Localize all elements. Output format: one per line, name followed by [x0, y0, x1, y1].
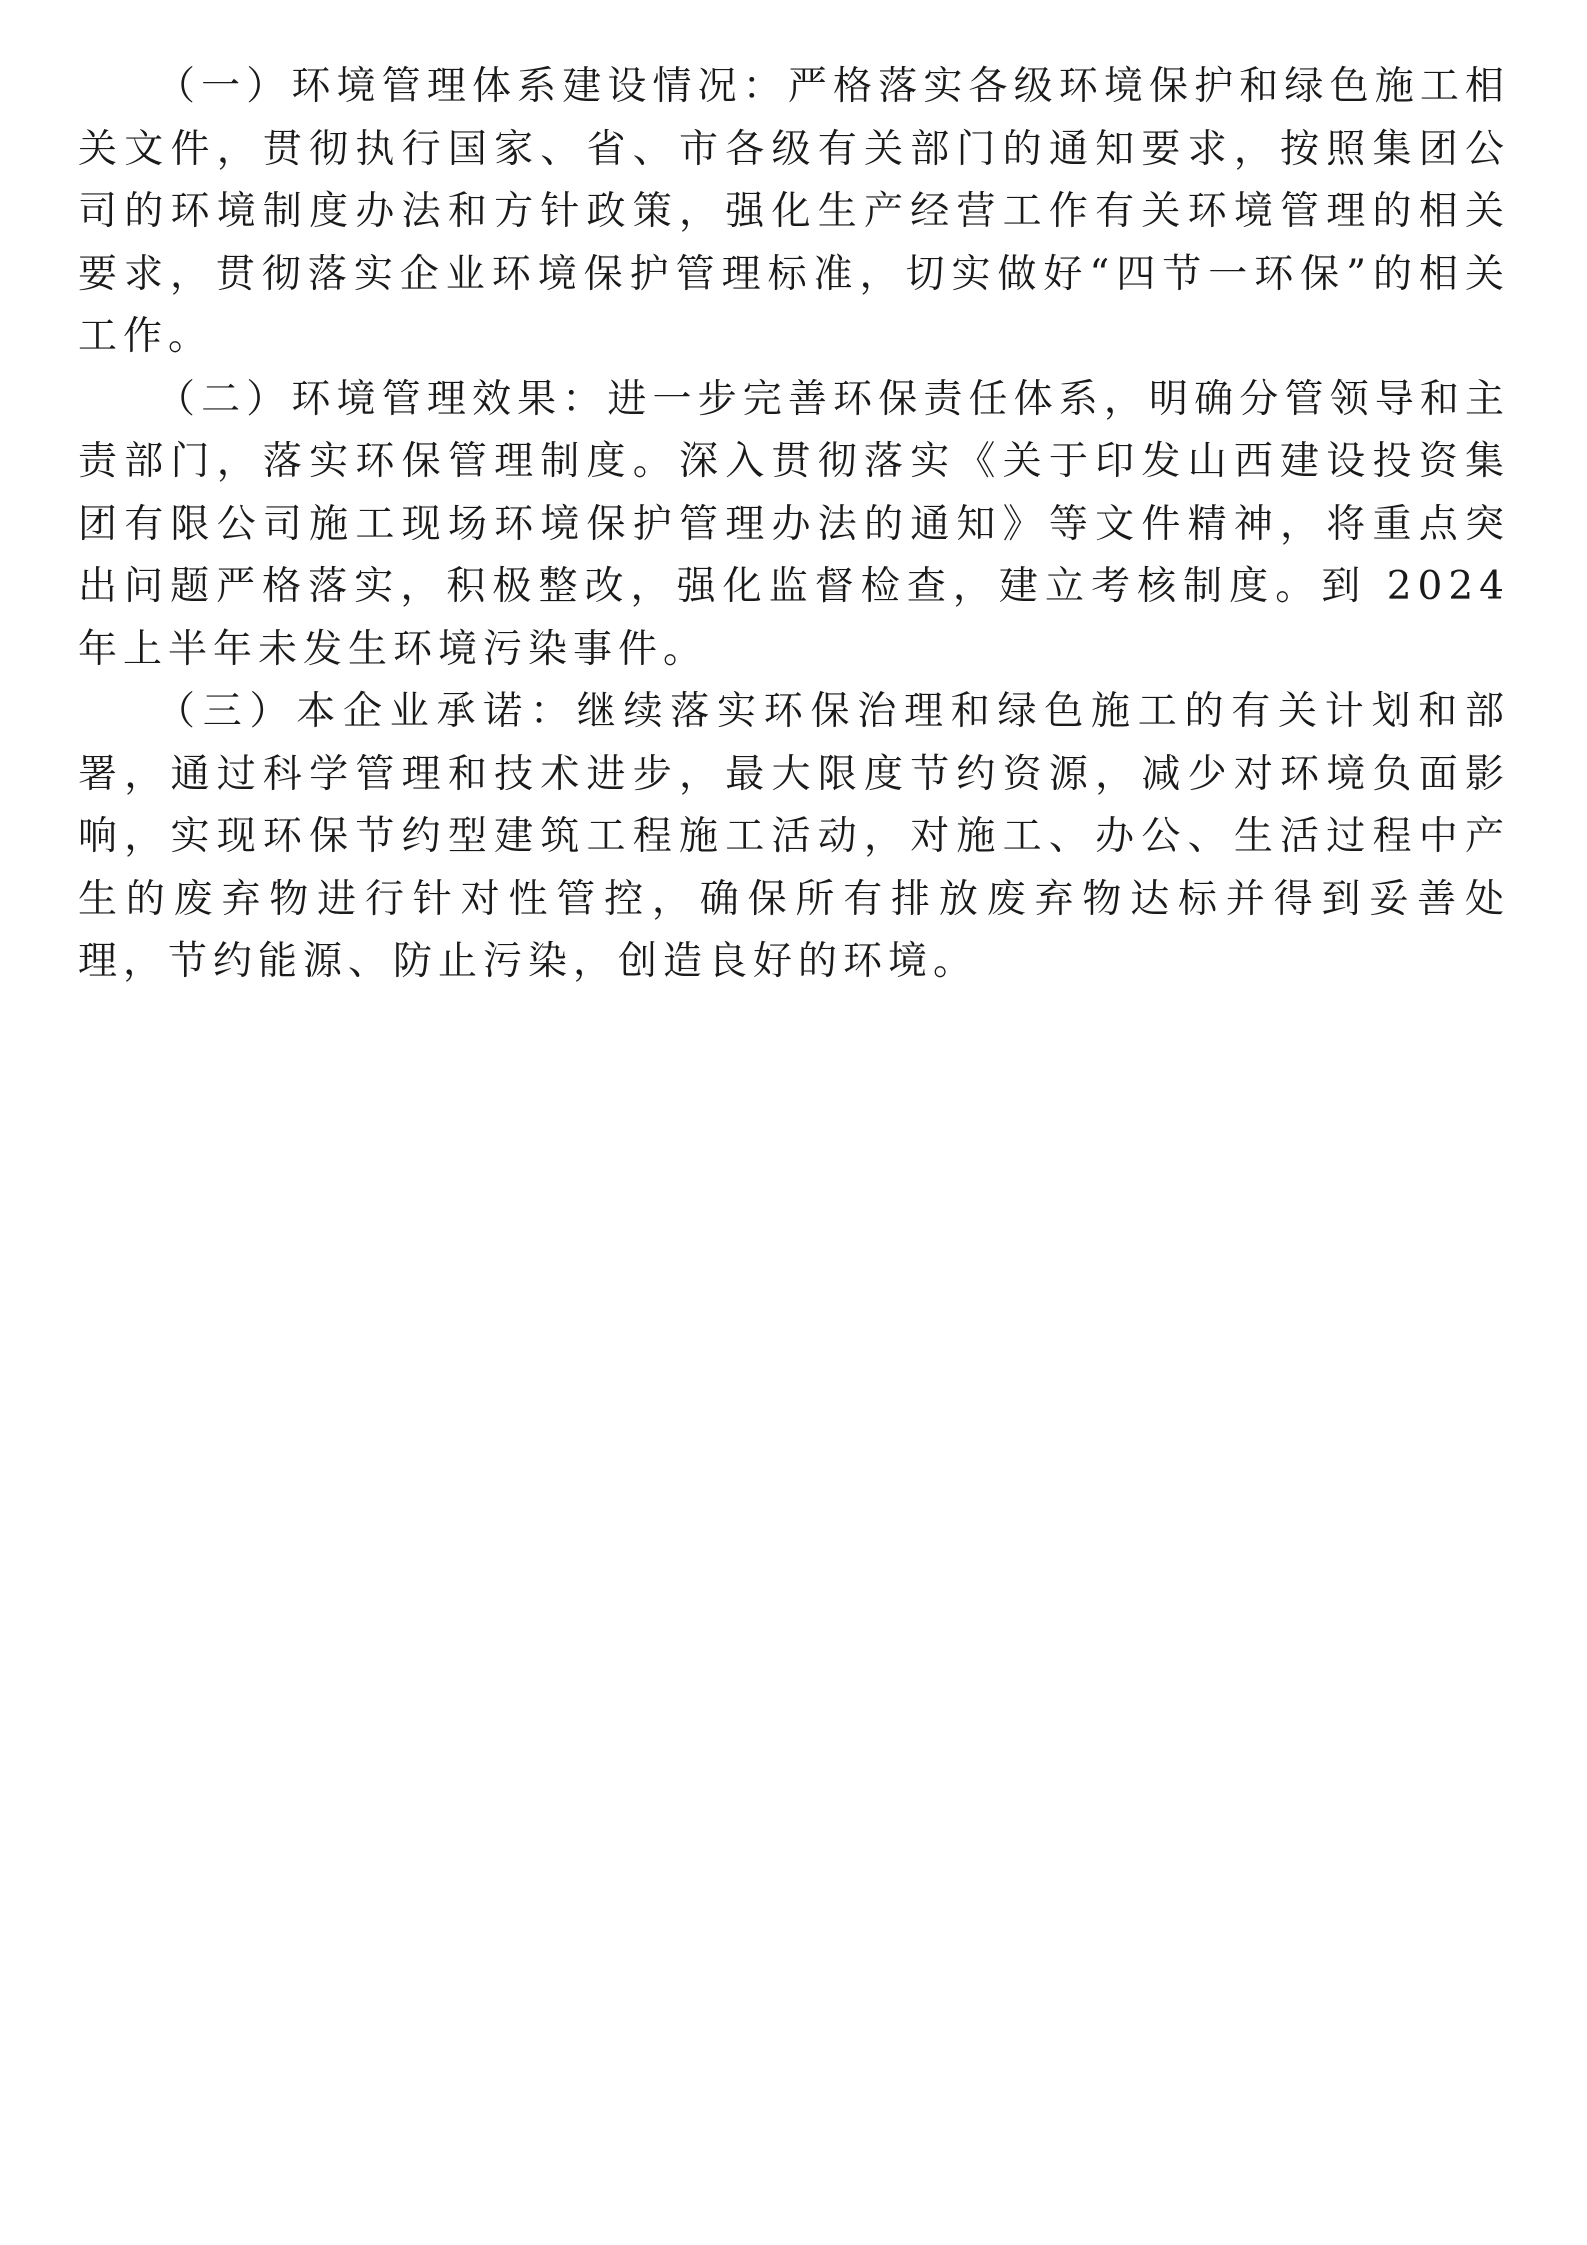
paragraph-enterprise-commitment	[78, 681, 1510, 994]
paragraph-label: （三）本企业承诺：	[156, 689, 577, 734]
paragraph-text: 进一步完善环保责任体系，明确分管领导和主责部门，落实环保管理制度。深入贯彻落实《关于印发山西建设投资集团有限公司施工现场环境保护管理办法的通知》等文件精神，将重点突出问题严格落实，积极整改，强化监督检查，建立考核制度。到 2024 年上半年未发生环境污染事件。	[78, 376, 1510, 672]
paragraph-environment-system	[78, 56, 1510, 369]
paragraph-text: 严格落实各级环境保护和绿色施工相关文件，贯彻执行国家、省、市各级有关部门的通知要求，按照集团公司的环境制度办法和方针政策，强化生产经营工作有关环境管理的相关要求，贯彻落实企业环境保护管理标准，切实做好“四节一环保”的相关工作。	[78, 64, 1510, 359]
paragraph-label: （一）环境管理体系建设情况：	[156, 64, 788, 109]
paragraph-label: （二）环境管理效果：	[156, 376, 608, 422]
document-body	[78, 56, 1510, 994]
paragraph-environment-effect	[78, 369, 1510, 682]
paragraph-text: 继续落实环保治理和绿色施工的有关计划和部署，通过科学管理和技术进步，最大限度节约资源，减少对环境负面影响，实现环保节约型建筑工程施工活动，对施工、办公、生活过程中产生的废弃物进行针对性管控，确保所有排放废弃物达标并得到妥善处理，节约能源、防止污染，创造良好的环境。	[78, 689, 1510, 984]
